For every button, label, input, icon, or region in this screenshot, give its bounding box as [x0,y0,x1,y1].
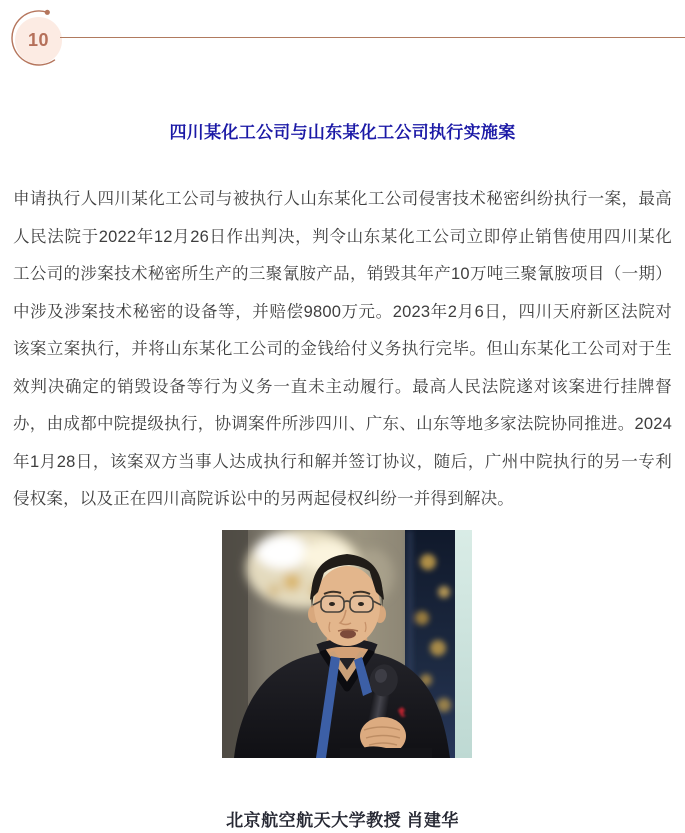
header-rule [60,37,685,38]
case-title: 四川某化工公司与山东某化工公司执行实施案 [169,123,516,142]
photo-caption: 北京航空航天大学教授 肖建华 [226,811,459,830]
speaker-photo-art [222,530,472,758]
badge-circle [15,17,62,64]
section-number-badge [11,7,71,69]
case-paragraph: 申请执行人四川某化工公司与被执行人山东某化工公司侵害技术秘密纠纷执行一案，最高人民法院于2022年12月26日作出判决，判令山东某化工公司立即停止销售使用四川某化工公司的涉案技术秘密所生产的三聚氰胺产品，销毁其年产10万吨三聚氰胺项目（一期）中涉及涉案技术秘密的设备等，并赔偿9800万元。2023年2月6日，四川天府新区法院对该案立案执行，并将山东某化工公司的金钱给付义务执行完毕。但山东某化工公司对于生效判决确定的销毁设备等行为义务一直未主动履行。最高人民法院遂对该案进行挂牌督办，由成都中院提级执行，协调案件所涉四川、广东、山东等地多家法院协同推进。2024年1月28日，该案双方当事人达成执行和解并签订协议，随后，广州中院执行的另一专利侵权案，以及正在四川高院诉讼中的另两起侵权纠纷一并得到解决。 [13,190,672,508]
badge-number: 10 [27,30,50,50]
speaker-photo [222,530,472,758]
